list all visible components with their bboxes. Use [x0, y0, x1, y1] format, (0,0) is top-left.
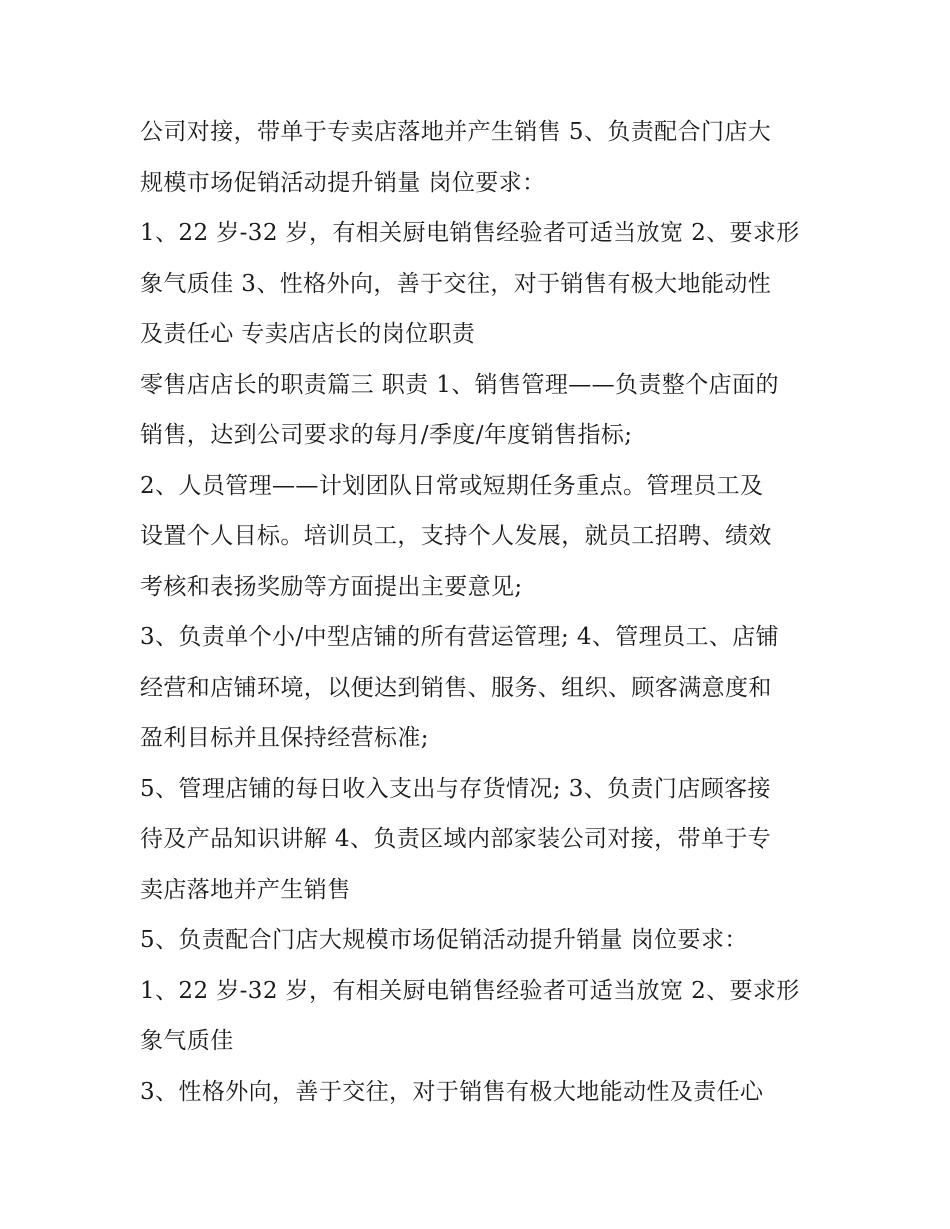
text-line: 设置个人目标。培训员工，支持个人发展，就员工招聘、绩效 [140, 523, 772, 549]
text-line: 1、22 岁-32 岁，有相关厨电销售经验者可适当放宽 2、要求形 [140, 220, 800, 246]
text-line: 待及产品知识讲解 4、负责区域内部家装公司对接，带单于专 [140, 826, 772, 852]
text-line: 5、负责配合门店大规模市场促销活动提升销量 岗位要求： [140, 927, 748, 953]
text-line: 盈利目标并且保持经营标准; [140, 725, 429, 751]
text-line: 经营和店铺环境，以便达到销售、服务、组织、顾客满意度和 [140, 674, 772, 701]
text-line: 1、22 岁-32 岁，有相关厨电销售经验者可适当放宽 2、要求形 [140, 977, 800, 1004]
document-body [140, 107, 830, 1117]
text-line: 3、性格外向，善于交往，对于销售有极大地能动性及责任心 [140, 1078, 764, 1105]
text-line: 卖店落地并产生销售 [140, 876, 351, 903]
text-line: 3、负责单个小/中型店铺的所有营运管理; 4、管理员工、店铺 [140, 624, 780, 650]
text-line: 考核和表扬奖励等方面提出主要意见; [140, 573, 523, 600]
text-line: 销售，达到公司要求的每月/季度/年度销售指标; [140, 422, 633, 448]
text-line: 象气质佳 [140, 1028, 234, 1054]
text-line: 5、管理店铺的每日收入支出与存货情况; 3、负责门店顾客接 [140, 775, 771, 802]
text-line: 规模市场促销活动提升销量 岗位要求： [140, 169, 546, 196]
text-line: 零售店店长的职责篇三 职责 1、销售管理——负责整个店面的 [140, 371, 779, 398]
text-line: 象气质佳 3、性格外向，善于交往，对于销售有极大地能动性 [140, 270, 772, 297]
text-line: 2、人员管理——计划团队日常或短期任务重点。管理员工及 [140, 472, 764, 499]
text-line: 公司对接，带单于专卖店落地并产生销售 5、负责配合门店大 [140, 119, 772, 145]
text-line: 及责任心 专卖店店长的岗位职责 [140, 321, 476, 347]
